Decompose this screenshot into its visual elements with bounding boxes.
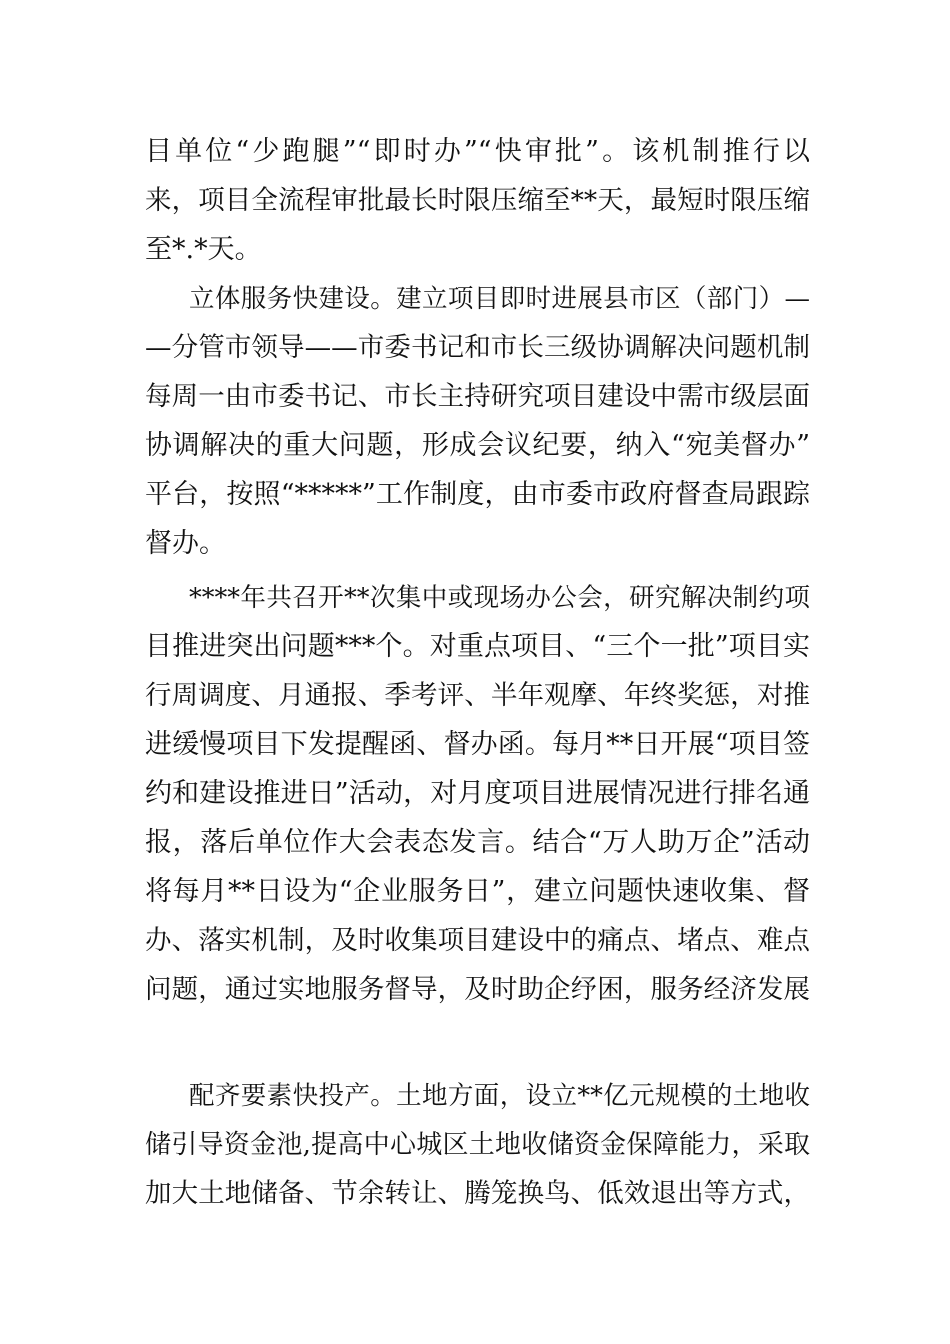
paragraph-3-line-1: ****年共召开**次集中或现场办公会，研究解决制约项 (189, 583, 810, 613)
paragraph-3-line-7: 将每月**日设为“企业服务日”，建立问题快速收集、督 (145, 876, 810, 907)
paragraph-2-line-2: —分管市领导——市委书记和市长三级协调解决问题机制 (145, 332, 810, 363)
paragraph-3-line-9: 问题，通过实地服务督导，及时助企纾困，服务经济发展 (145, 974, 810, 1005)
paragraph-3-line-5: 约和建设推进日”活动，对月度项目进展情况进行排名通 (145, 778, 810, 809)
paragraph-1-line-2: 来，项目全流程审批最长时限压缩至**天，最短时限压缩 (145, 185, 810, 216)
paragraph-3-line-3: 行周调度、月通报、季考评、半年观摩、年终奖惩，对推 (145, 680, 810, 711)
paragraph-1-line-3: 至*.*天。 (145, 234, 262, 265)
paragraph-2-line-3: 每周一由市委书记、市长主持研究项目建设中需市级层面 (145, 381, 810, 412)
paragraph-2-line-6: 督办。 (145, 528, 226, 559)
paragraph-2-line-1: 立体服务快建设。建立项目即时进展县市区（部门）— (189, 284, 810, 314)
paragraph-3-line-8: 办、落实机制，及时收集项目建设中的痛点、堵点、难点 (145, 925, 810, 956)
paragraph-3-line-6: 报，落后单位作大会表态发言。结合“万人助万企”活动 (145, 827, 810, 858)
paragraph-4-line-2: 储引导资金池,提高中心城区土地收储资金保障能力，采取 (145, 1130, 810, 1160)
paragraph-4-line-3: 加大土地储备、节余转让、腾笼换鸟、低效退出等方式， (145, 1178, 810, 1209)
paragraph-4-line-1: 配齐要素快投产。土地方面，设立**亿元规模的土地收 (189, 1081, 810, 1111)
paragraph-1-line-1: 目单位“少跑腿”“即时办”“快审批”。该机制推行以 (145, 136, 810, 167)
paragraph-2-line-5: 平台，按照“*****”工作制度，由市委市政府督查局跟踪 (145, 479, 810, 510)
paragraph-2-line-4: 协调解决的重大问题，形成会议纪要，纳入“宛美督办” (145, 430, 810, 461)
paragraph-3-line-2: 目推进突出问题***个。对重点项目、“三个一批”项目实 (145, 631, 810, 662)
paragraph-3-line-4: 进缓慢项目下发提醒函、督办函。每月**日开展“项目签 (145, 729, 810, 760)
